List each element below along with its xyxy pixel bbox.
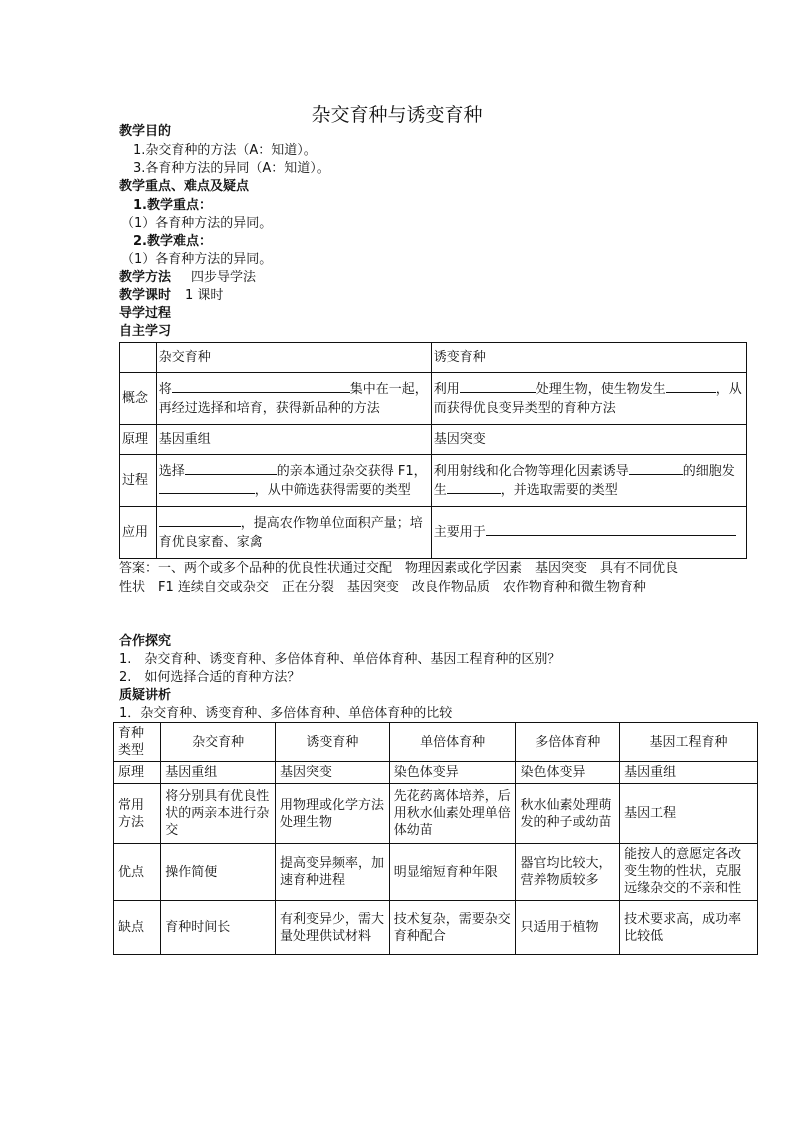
cell-text: ，从中筛选获得需要的类型 — [254, 482, 411, 498]
table-cell: 操作简便 — [161, 844, 276, 901]
table-cell: 用物理或化学方法处理生物 — [275, 784, 389, 844]
row-label: 原理 — [114, 762, 161, 784]
table-cell: 技术要求高，成功率比较低 — [620, 901, 758, 955]
table-header-cell: 杂交育种 — [156, 343, 431, 373]
table-cell: 器官均比较大，营养物质较多 — [516, 844, 620, 901]
table-cell — [156, 507, 431, 559]
table-row — [114, 762, 758, 784]
answer-label: 答案： — [119, 561, 159, 576]
row-label: 缺点 — [114, 901, 161, 955]
table-row — [120, 507, 747, 559]
coop-heading: 合作探究 — [119, 634, 172, 649]
table-header-cell: 育种类型 — [114, 723, 161, 762]
answer-block — [119, 559, 689, 597]
table-cell: 基因工程 — [620, 784, 758, 844]
table-cell: 基因重组 — [156, 425, 431, 455]
fill-blank — [447, 481, 501, 494]
cell-text: 利用 — [433, 381, 460, 397]
table-cell: 有利变异少，需大量处理供试材料 — [275, 901, 389, 955]
table-cell — [431, 507, 746, 559]
key-point-item: （1）各育种方法的异同。 — [121, 216, 273, 231]
table-cell — [120, 343, 157, 373]
coop-question-1: 1. 杂交育种、诱变育种、多倍体育种、单倍体育种、基因工程育种的区别？ — [119, 652, 561, 667]
cell-text: ，提高农作物单位面积产量；培育优良家畜、家禽 — [158, 515, 423, 550]
row-label: 概念 — [120, 373, 157, 425]
table-row — [114, 844, 758, 901]
table-cell: 基因突变 — [431, 425, 746, 455]
row-label: 应用 — [120, 507, 157, 559]
fill-blank — [172, 380, 350, 393]
table-header-cell: 基因工程育种 — [620, 723, 758, 762]
row-label: 过程 — [120, 455, 157, 507]
fill-blank — [666, 380, 716, 393]
table-row — [120, 425, 747, 455]
table-cell: 技术复杂，需要杂交育种配合 — [389, 901, 516, 955]
fill-blank — [159, 481, 255, 494]
table-row — [120, 373, 747, 425]
cell-text: 的细胞发生 — [433, 463, 735, 498]
method-label: 教学方法 — [119, 270, 172, 285]
hours-value: 1 课时 — [185, 288, 224, 303]
table-cell — [156, 455, 431, 507]
cell-text: ，并选取需要的类型 — [500, 482, 618, 498]
answer-text: 一、两个或多个品种的优良性状通过交配 物理因素或化学因素 基因突变 具有不同优良性状 F1 连续自交或杂交 正在分裂 基因突变 改良作物品质 农作物育种和微生物育种 — [119, 561, 679, 595]
key-points-heading: 教学重点、难点及疑点 — [119, 179, 250, 194]
cell-text: 利用射线和化合物等理化因素诱导 — [433, 463, 629, 479]
table-header-cell: 单倍体育种 — [389, 723, 516, 762]
difficulty-item: （1）各育种方法的异同。 — [121, 252, 273, 267]
table-cell: 先花药离体培养，后用秋水仙素处理单倍体幼苗 — [389, 784, 516, 844]
table-cell: 提高变异频率，加速育种进程 — [275, 844, 389, 901]
table-row — [120, 455, 747, 507]
table-cell: 基因重组 — [620, 762, 758, 784]
table-row — [120, 343, 747, 373]
page-title: 杂交育种与诱变育种 — [311, 104, 483, 126]
comparison-title: 1．杂交育种、诱变育种、多倍体育种、单倍体育种的比较 — [119, 706, 453, 721]
table-row — [114, 723, 758, 762]
table-cell: 基因突变 — [275, 762, 389, 784]
difficulty-label: 2.教学难点： — [133, 234, 212, 249]
table-header-cell: 多倍体育种 — [516, 723, 620, 762]
objectives-heading: 教学目的 — [119, 124, 172, 139]
table-cell — [431, 373, 746, 425]
table-row — [114, 901, 758, 955]
fill-blank — [159, 514, 241, 527]
objective-2: 3.各育种方法的异同（A：知道）。 — [133, 161, 330, 176]
table-header-cell: 杂交育种 — [161, 723, 276, 762]
method-value: 四步导学法 — [191, 270, 257, 285]
fill-blank — [460, 380, 536, 393]
fill-blank — [486, 523, 736, 536]
key-point-label: 1.教学重点： — [133, 198, 212, 213]
cell-text: ，从而获得优良变异类型的育种方法 — [433, 381, 742, 416]
table-cell — [620, 844, 758, 901]
cell-text: 处理生物，使生物发生 — [535, 381, 666, 397]
cell-text: 主要用于 — [433, 525, 486, 540]
fill-blank — [185, 462, 277, 475]
row-label: 优点 — [114, 844, 161, 901]
process-heading: 导学过程 — [119, 306, 172, 321]
table-cell: 育种时间长 — [161, 901, 276, 955]
table-cell — [156, 373, 431, 425]
breeding-table — [119, 342, 747, 559]
table-header-cell: 诱变育种 — [431, 343, 746, 373]
table-cell: 染色体变异 — [516, 762, 620, 784]
cell-text: 的亲本通过杂交获得 F1， — [276, 463, 427, 479]
self-study-heading: 自主学习 — [119, 324, 172, 339]
cell-text: 选择 — [158, 463, 185, 479]
row-label: 常用方法 — [114, 784, 161, 844]
cell-text: 能按人的意愿定各改变生物的性状，克服远缘杂交的不亲和性 — [624, 847, 742, 896]
row-label: 原理 — [120, 425, 157, 455]
table-cell: 基因重组 — [161, 762, 276, 784]
table-header-cell: 诱变育种 — [275, 723, 389, 762]
hours-label: 教学课时 — [119, 288, 172, 303]
table-row — [114, 784, 758, 844]
coop-question-2: 2. 如何选择合适的育种方法？ — [119, 670, 301, 685]
table-cell: 秋水仙素处理萌发的种子或幼苗 — [516, 784, 620, 844]
table-cell: 将分别具有优良性状的两亲本进行杂交 — [161, 784, 276, 844]
hours-line — [119, 287, 223, 305]
objective-1: 1.杂交育种的方法（A：知道）。 — [133, 143, 317, 158]
table-cell: 只适用于植物 — [516, 901, 620, 955]
table-cell — [431, 455, 746, 507]
table-cell: 染色体变异 — [389, 762, 516, 784]
cell-text: 集中在一起，再经过选择和培育，获得新品种的方法 — [158, 381, 428, 416]
cell-text: 将 — [158, 381, 172, 397]
comparison-table — [113, 722, 758, 955]
qa-heading: 质疑讲析 — [119, 688, 172, 703]
method-line — [119, 269, 256, 287]
table-cell: 明显缩短育种年限 — [389, 844, 516, 901]
fill-blank — [629, 462, 683, 475]
